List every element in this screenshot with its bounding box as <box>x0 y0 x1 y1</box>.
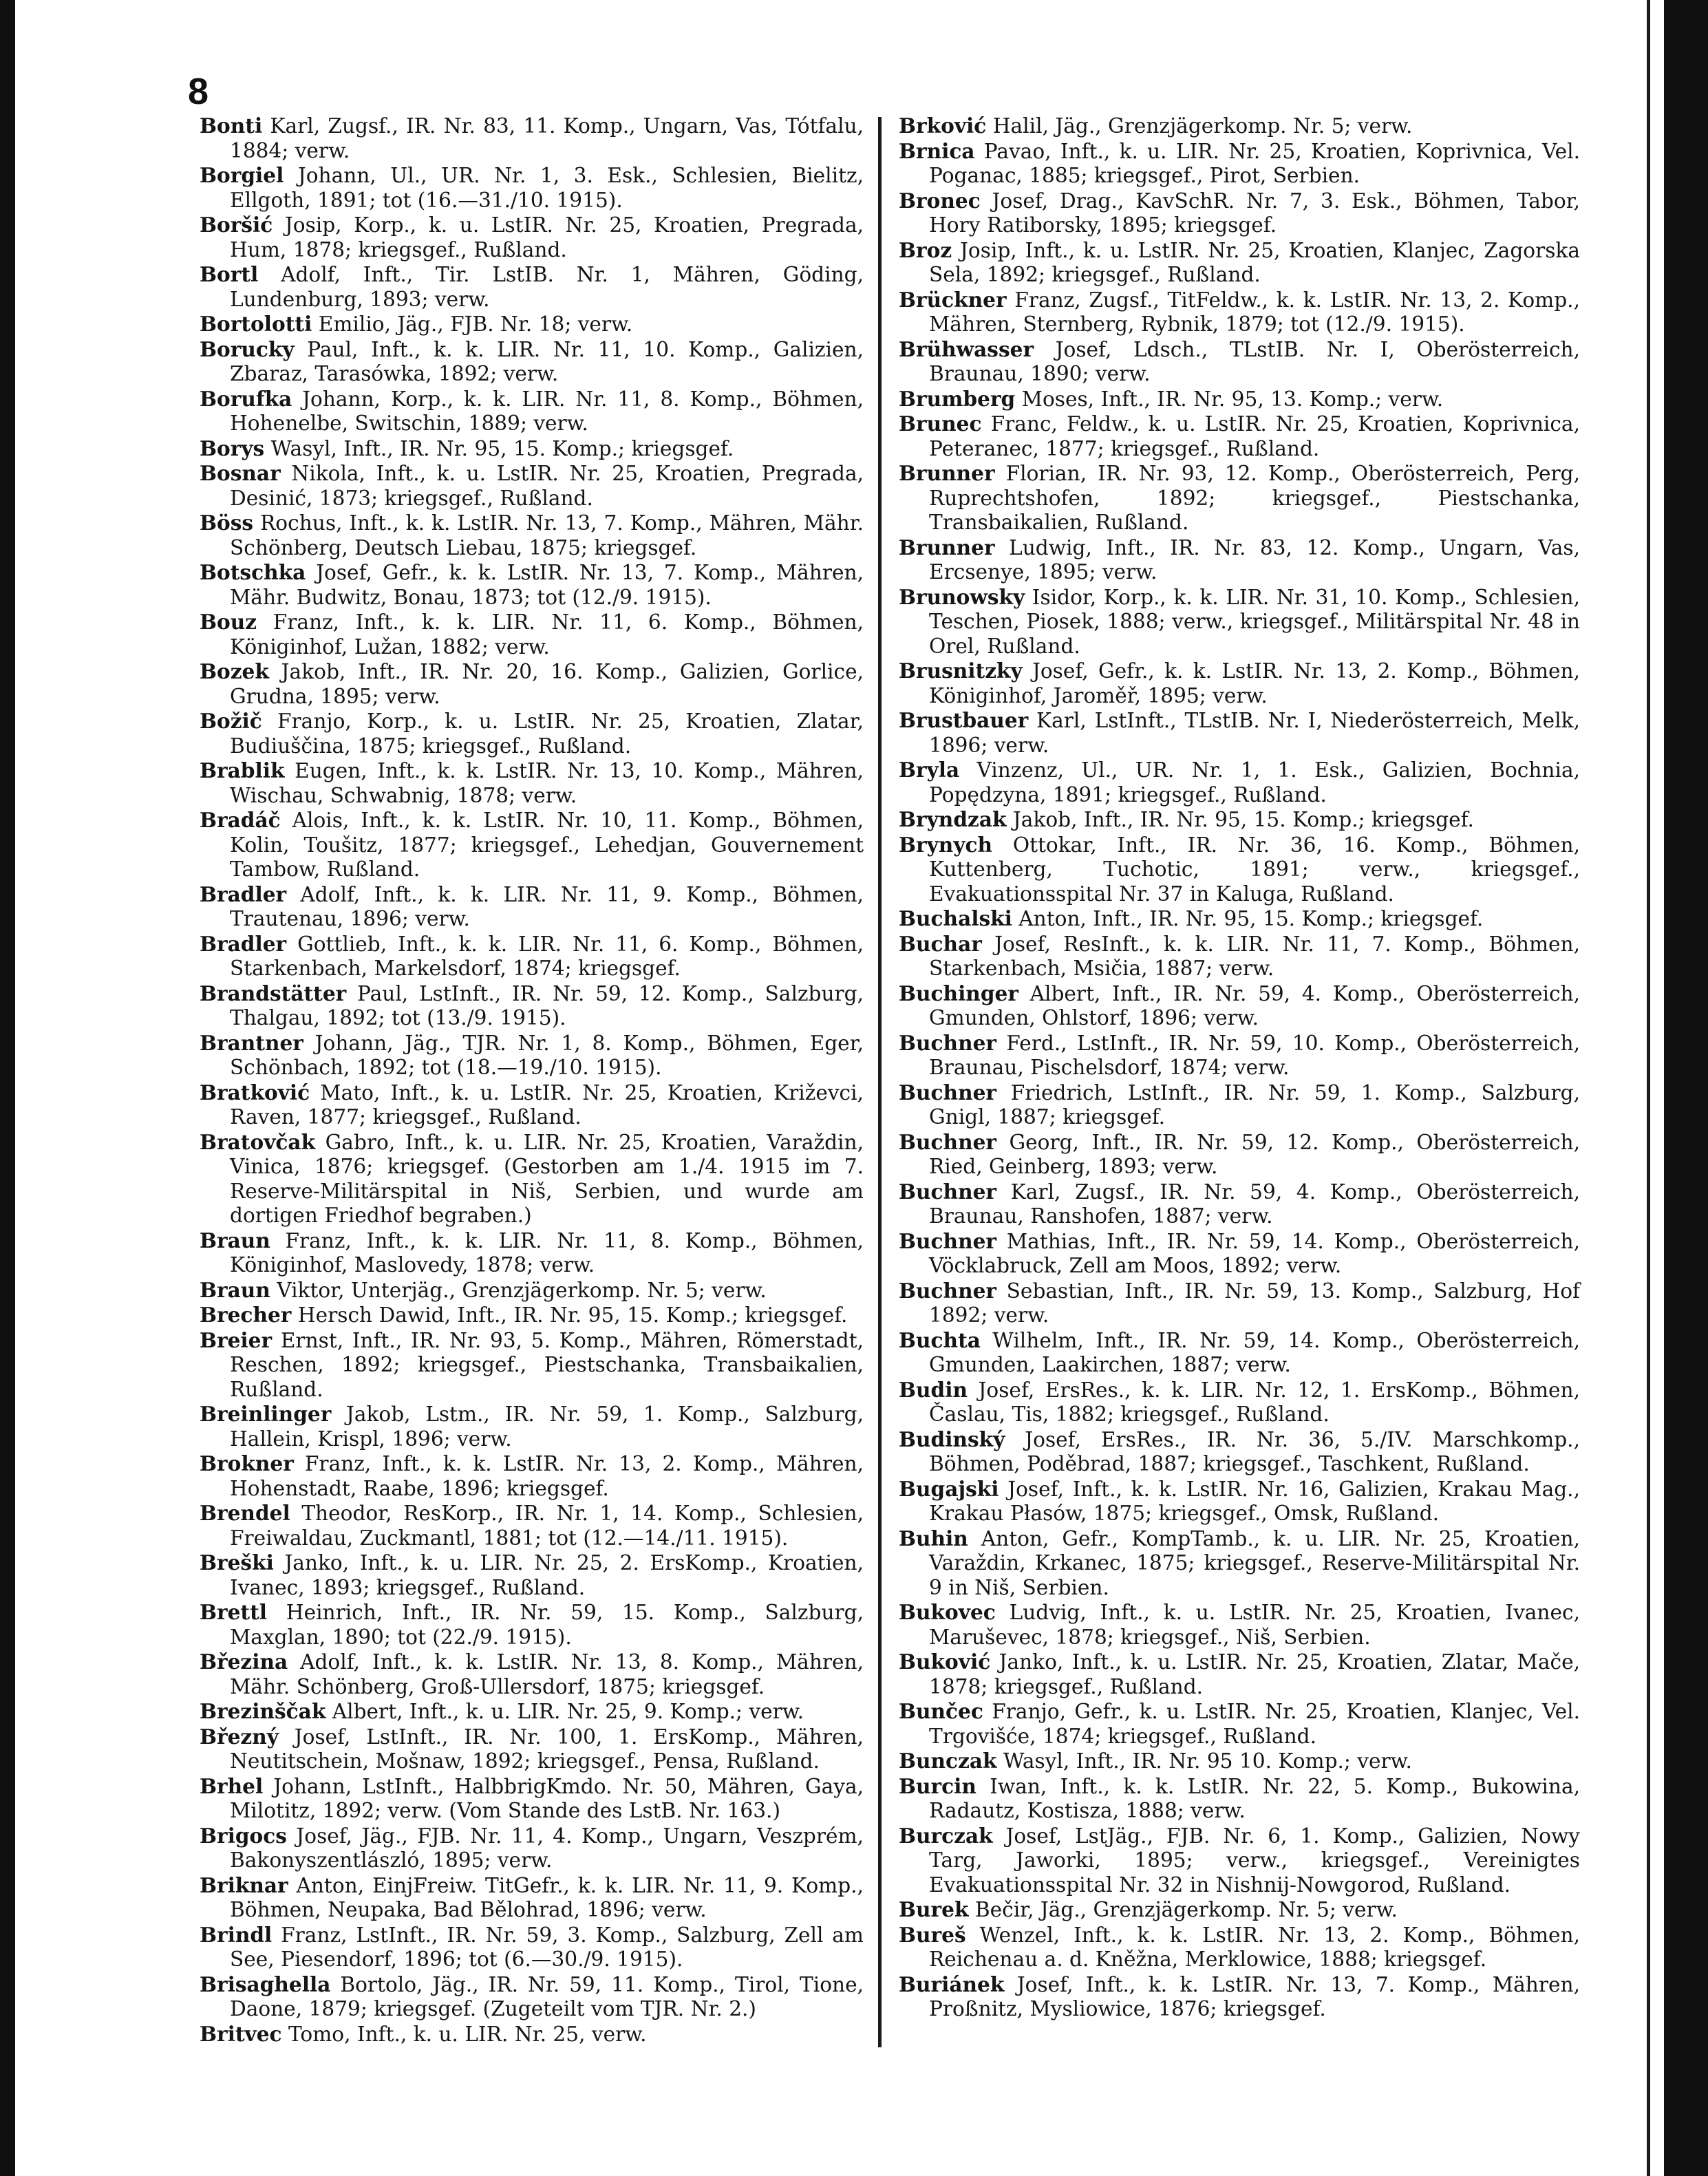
entry-details: Johann, LstInft., HalbbrigKmdo. Nr. 50, Mähren, Gaya, Milotitz, 1892; verw. (Vom Stande des LstB. Nr. 163.) <box>230 1774 864 1822</box>
entry-surname: Boršić <box>200 213 273 237</box>
entry-surname: Budin <box>899 1377 968 1402</box>
list-entry <box>899 807 1580 833</box>
entry-surname: Bratković <box>200 1080 310 1105</box>
entry-details: Josip, Inft., k. u. LstIR. Nr. 25, Kroatien, Klanjec, Zagorska Sela, 1892; kriegsgef., Rußland. <box>929 238 1580 286</box>
list-entry <box>899 659 1580 708</box>
entry-details: Tomo, Inft., k. u. LIR. Nr. 25, verw. <box>281 2022 647 2046</box>
entry-details: Anton, EinjFreiw. TitGefr., k. k. LIR. Nr. 11, 9. Komp., Böhmen, Neupaka, Bad Bělohrad, 1896; verw. <box>230 1873 864 1921</box>
list-entry <box>899 1699 1580 1749</box>
list-entry <box>200 1550 864 1600</box>
entry-details: Ferd., LstInft., IR. Nr. 59, 10. Komp., Oberösterreich, Braunau, Pischelsdorf, 1874; verw. <box>929 1031 1580 1079</box>
entry-details: Karl, LstInft., TLstIB. Nr. I, Niederösterreich, Melk, 1896; verw. <box>929 709 1580 757</box>
entry-surname: Brablik <box>200 758 285 782</box>
list-entry <box>200 1873 864 1923</box>
entry-surname: Brunner <box>899 535 995 559</box>
entry-details: Wasyl, Inft., IR. Nr. 95 10. Komp.; verw. <box>996 1749 1412 1773</box>
entry-surname: Burek <box>899 1897 969 1921</box>
entry-surname: Buchner <box>899 1278 997 1303</box>
entry-details: Albert, Inft., k. u. LIR. Nr. 25, 9. Komp.; verw. <box>325 1700 804 1723</box>
entry-details: Karl, Zugsf., IR. Nr. 59, 4. Komp., Oberösterreich, Braunau, Ranshofen, 1887; verw. <box>929 1180 1580 1228</box>
entry-details: Gabro, Inft., k. u. LIR. Nr. 25, Kroatien, Varaždin, Vinica, 1876; kriegsgef. (Gestorben am 1./4. 1915 im 7. Reserve-Militärspital in Niš, Serbien, und wurde am dortigen Friedhof begraben.) <box>230 1130 864 1227</box>
list-entry <box>200 1600 864 1650</box>
entry-surname: Brecher <box>200 1303 292 1327</box>
entry-surname: Bratovčak <box>200 1129 316 1154</box>
entry-surname: Brisaghella <box>200 1972 331 1996</box>
entry-details: Georg, Inft., IR. Nr. 59, 12. Komp., Oberösterreich, Ried, Geinberg, 1893; verw. <box>929 1130 1580 1178</box>
list-entry <box>899 1824 1580 1898</box>
entry-surname: Britvec <box>200 2021 282 2046</box>
list-entry <box>200 337 864 387</box>
list-entry <box>899 906 1580 932</box>
entry-surname: Borys <box>200 436 265 460</box>
list-entry <box>200 1080 864 1130</box>
entry-surname: Buchner <box>899 1129 997 1154</box>
entry-details: Florian, IR. Nr. 93, 12. Komp., Oberösterreich, Perg, Ruprechtshofen, 1892; kriegsgef., Piestschanka, Transbaikalien, Rußland. <box>929 462 1580 534</box>
list-entry <box>899 585 1580 659</box>
entry-details: Emilio, Jäg., FJB. Nr. 18; verw. <box>312 312 633 336</box>
entry-details: Adolf, Inft., Tir. LstIB. Nr. 1, Mähren, Göding, Lundenburg, 1893; verw. <box>230 263 864 311</box>
list-entry <box>200 560 864 610</box>
list-entry <box>899 288 1580 337</box>
list-entry <box>200 1451 864 1501</box>
scan-border-left <box>0 0 15 2176</box>
list-entry <box>899 1180 1580 1229</box>
entry-details: Josef, ErsRes., k. k. LIR. Nr. 12, 1. ErsKomp., Böhmen, Časlau, Tis, 1882; kriegsgef., Rußland. <box>929 1378 1580 1426</box>
entry-details: Anton, Gefr., KompTamb., k. u. LIR. Nr. 25, Kroatien, Varaždin, Krkanec, 1875; kriegsgef., Reserve-Militärspital Nr. 9 in Niš, Serbien. <box>929 1526 1580 1599</box>
entry-surname: Braun <box>200 1228 270 1252</box>
entry-surname: Brantner <box>200 1030 303 1055</box>
entry-details: Mato, Inft., k. u. LstIR. Nr. 25, Kroatien, Križevci, Raven, 1877; kriegsgef., Rußland. <box>230 1080 864 1129</box>
entry-surname: Bortolotti <box>200 312 312 336</box>
entry-surname: Borgiel <box>200 163 284 187</box>
list-entry <box>899 1477 1580 1526</box>
column-left <box>200 114 864 2047</box>
entry-details: Karl, Zugsf., IR. Nr. 83, 11. Komp., Ungarn, Vas, Tótfalu, 1884; verw. <box>230 114 864 162</box>
entry-surname: Bradler <box>200 882 287 906</box>
entry-details: Wenzel, Inft., k. k. LstIR. Nr. 13, 2. Komp., Böhmen, Reichenau a. d. Kněžna, Merklowice, 1888; kriegsgef. <box>929 1923 1580 1971</box>
entry-details: Wilhelm, Inft., IR. Nr. 59, 14. Komp., Oberösterreich, Gmunden, Laakirchen, 1887; verw. <box>929 1328 1580 1376</box>
list-entry <box>200 709 864 758</box>
entry-surname: Bugajski <box>899 1476 999 1501</box>
entry-details: Adolf, Inft., k. k. LstIR. Nr. 13, 8. Komp., Mähren, Mähr. Schönberg, Groß-Ullersdorf, 1875; kriegsgef. <box>230 1650 864 1698</box>
entry-surname: Buchar <box>899 931 982 956</box>
entry-surname: Brindl <box>200 1922 273 1947</box>
list-entry <box>899 1600 1580 1650</box>
entry-surname: Bouz <box>200 610 257 634</box>
entry-details: Josef, LstJäg., FJB. Nr. 6, 1. Komp., Galizien, Nowy Targ, Jaworki, 1895; verw., kriegsgef., Vereinigtes Evakuationsspital Nr. 32 in Nishnij-Nowgorod, Rußland. <box>929 1824 1580 1897</box>
list-entry <box>200 312 864 337</box>
list-entry <box>899 1328 1580 1378</box>
entry-details: Viktor, Unterjäg., Grenzjägerkomp. Nr. 5; verw. <box>270 1278 767 1302</box>
list-entry <box>899 932 1580 981</box>
entry-details: Ottokar, Inft., IR. Nr. 36, 16. Komp., Böhmen, Kuttenberg, Tuchotic, 1891; verw., kriegsgef., Evakuationsspital Nr. 37 in Kaluga, Rußland. <box>929 833 1580 906</box>
list-entry <box>200 1923 864 1972</box>
entry-details: Josef, Gefr., k. k. LstIR. Nr. 13, 7. Komp., Mähren, Mähr. Budwitz, Bonau, 1873; tot (12./9. 1915). <box>230 561 864 609</box>
entry-surname: Burczak <box>899 1823 993 1848</box>
list-entry <box>899 1378 1580 1427</box>
list-entry <box>899 337 1580 387</box>
entry-surname: Bunczak <box>899 1749 997 1773</box>
entry-details: Adolf, Inft., k. k. LIR. Nr. 11, 9. Komp., Böhmen, Trautenau, 1896; verw. <box>230 882 864 930</box>
scan-border-right <box>1664 0 1708 2176</box>
entry-details: Josef, Inft., k. k. LstIR. Nr. 16, Galizien, Krakau Mag., Krakau Płasów, 1875; kriegsgef., Omsk, Rußland. <box>929 1477 1580 1525</box>
list-entry <box>200 1130 864 1228</box>
list-entry <box>899 412 1580 461</box>
column-divider <box>878 117 882 2047</box>
entry-surname: Buković <box>899 1650 991 1674</box>
entry-surname: Bryla <box>899 758 960 782</box>
entry-surname: Brandstätter <box>200 981 347 1005</box>
list-entry <box>200 511 864 560</box>
list-entry <box>200 262 864 312</box>
list-entry <box>200 1278 864 1303</box>
list-entry <box>899 238 1580 288</box>
entry-surname: Brunner <box>899 461 995 485</box>
entry-details: Eugen, Inft., k. k. LstIR. Nr. 13, 10. Komp., Mähren, Wischau, Schwabnig, 1878; verw. <box>230 759 864 807</box>
entry-details: Isidor, Korp., k. k. LIR. Nr. 31, 10. Komp., Schlesien, Teschen, Piosek, 1888; verw., kriegsgef., Militärspital Nr. 48 in Orel, Rußland. <box>929 585 1580 658</box>
list-entry <box>899 708 1580 758</box>
entry-surname: Buchner <box>899 1030 997 1055</box>
entry-details: Paul, LstInft., IR. Nr. 59, 12. Komp., Salzburg, Thalgau, 1892; tot (13./9. 1915). <box>230 981 864 1030</box>
entry-details: Heinrich, Inft., IR. Nr. 59, 15. Komp., Salzburg, Maxglan, 1890; tot (22./9. 1915). <box>230 1601 864 1649</box>
entry-details: Jakob, Inft., IR. Nr. 20, 16. Komp., Galizien, Gorlice, Grudna, 1895; verw. <box>230 660 864 708</box>
entry-details: Mathias, Inft., IR. Nr. 59, 14. Komp., Oberösterreich, Vöcklabruck, Zell am Moos, 1892; verw. <box>929 1229 1580 1277</box>
entry-surname: Brückner <box>899 287 1007 312</box>
entry-surname: Brezinščak <box>200 1699 326 1723</box>
entry-surname: Buchner <box>899 1080 997 1105</box>
entry-details: Anton, Inft., IR. Nr. 95, 15. Komp.; kriegsgef. <box>1012 907 1484 930</box>
entry-details: Franz, Zugsf., TitFeldw., k. k. LstIR. Nr. 13, 2. Komp., Mähren, Sternberg, Rybnik, 1879; tot (12./9. 1915). <box>929 288 1580 336</box>
entry-surname: Bureš <box>899 1922 966 1947</box>
entry-details: Paul, Inft., k. k. LIR. Nr. 11, 10. Komp., Galizien, Zbaraz, Tarasówka, 1892; verw. <box>230 337 864 385</box>
page-edge-line <box>1647 0 1650 2176</box>
list-entry <box>200 461 864 511</box>
entry-details: Janko, Inft., k. u. LstIR. Nr. 25, Kroatien, Zlatar, Mače, 1878; kriegsgef., Rußland. <box>929 1650 1580 1698</box>
entry-surname: Brunec <box>899 412 982 436</box>
list-entry <box>899 1031 1580 1080</box>
entry-details: Josef, ErsRes., IR. Nr. 36, 5./IV. Marschkomp., Böhmen, Poděbrad, 1887; kriegsgef., Taschkent, Rußland. <box>929 1427 1580 1475</box>
list-entry <box>899 387 1580 412</box>
entry-surname: Borucky <box>200 337 295 361</box>
entry-details: Nikola, Inft., k. u. LstIR. Nr. 25, Kroatien, Pregrada, Desinić, 1873; kriegsgef., Rußland. <box>230 462 864 510</box>
entry-surname: Braun <box>200 1277 270 1302</box>
list-entry <box>200 1402 864 1451</box>
entry-surname: Broz <box>899 237 952 262</box>
list-entry <box>200 932 864 981</box>
list-entry <box>200 1031 864 1080</box>
entry-surname: Brhel <box>200 1773 264 1798</box>
list-entry <box>899 1229 1580 1279</box>
entry-details: Josef, LstInft., IR. Nr. 100, 1. ErsKomp., Mähren, Neutitschein, Mošnaw, 1892; kriegsgef., Pensa, Rußland. <box>230 1725 864 1773</box>
entry-surname: Bonti <box>200 114 263 138</box>
entry-details: Halil, Jäg., Grenzjägerkomp. Nr. 5; verw. <box>986 114 1413 138</box>
list-entry <box>200 387 864 436</box>
entry-surname: Buriánek <box>899 1972 1005 1996</box>
entry-surname: Bosnar <box>200 461 281 485</box>
entry-details: Franz, LstInft., IR. Nr. 59, 3. Komp., Salzburg, Zell am See, Piesendorf, 1896; tot (6.—30./9. 1915). <box>230 1923 864 1971</box>
page-number: 8 <box>188 71 209 112</box>
entry-surname: Brendel <box>200 1501 290 1525</box>
entry-surname: Breinlinger <box>200 1402 332 1426</box>
entry-surname: Buhin <box>899 1526 968 1550</box>
entry-surname: Brynych <box>899 832 993 857</box>
entry-details: Jakob, Inft., IR. Nr. 95, 15. Komp.; kriegsgef. <box>1006 808 1474 831</box>
entry-details: Franz, Inft., k. k. LIR. Nr. 11, 6. Komp., Böhmen, Königinhof, Lužan, 1882; verw. <box>230 610 864 659</box>
list-entry <box>200 213 864 262</box>
list-entry <box>899 461 1580 535</box>
list-entry <box>899 981 1580 1031</box>
list-entry <box>899 1650 1580 1699</box>
entry-details: Johann, Korp., k. k. LIR. Nr. 11, 8. Komp., Böhmen, Hohenelbe, Switschin, 1889; verw. <box>230 387 864 435</box>
list-entry <box>899 535 1580 585</box>
entry-surname: Brusnitzky <box>899 659 1023 683</box>
list-entry <box>899 1130 1580 1180</box>
entry-details: Vinzenz, Ul., UR. Nr. 1, 1. Esk., Galizien, Bochnia, Popędzyna, 1891; kriegsgef., Rußland. <box>929 758 1580 807</box>
entry-surname: Breier <box>200 1327 273 1352</box>
entry-surname: Budinský <box>899 1427 1005 1451</box>
entry-surname: Borufka <box>200 386 292 411</box>
column-right <box>899 114 1580 2022</box>
entry-surname: Breški <box>200 1550 274 1575</box>
list-entry <box>200 1699 864 1725</box>
entry-surname: Bradler <box>200 931 287 956</box>
entry-details: Pavao, Inft., k. u. LIR. Nr. 25, Kroatien, Koprivnica, Vel. Poganac, 1885; kriegsgef., Pirot, Serbien. <box>929 139 1580 187</box>
entry-details: Josip, Korp., k. u. LstIR. Nr. 25, Kroatien, Pregrada, Hum, 1878; kriegsgef., Rußland. <box>230 213 864 262</box>
entry-surname: Bunčec <box>899 1699 983 1723</box>
list-entry <box>899 1774 1580 1824</box>
entry-surname: Bronec <box>899 188 981 213</box>
entry-details: Bortolo, Jäg., IR. Nr. 59, 11. Komp., Tirol, Tione, Daone, 1879; kriegsgef. (Zugeteilt vom TJR. Nr. 2.) <box>230 1972 864 2020</box>
entry-details: Albert, Inft., IR. Nr. 59, 4. Komp., Oberösterreich, Gmunden, Ohlstorf, 1896; verw. <box>929 981 1580 1030</box>
entry-surname: Brigocs <box>200 1823 287 1848</box>
list-entry <box>899 1923 1580 1972</box>
list-entry <box>200 1650 864 1699</box>
entry-surname: Brokner <box>200 1451 294 1475</box>
list-entry <box>200 114 864 163</box>
entry-details: Franz, Inft., k. k. LstIR. Nr. 13, 2. Komp., Mähren, Hohenstadt, Raabe, 1896; kriegsgef. <box>230 1452 864 1500</box>
list-entry <box>899 1897 1580 1923</box>
entry-surname: Bortl <box>200 262 259 286</box>
entry-surname: Březina <box>200 1650 288 1674</box>
entry-surname: Buchner <box>899 1228 997 1253</box>
entry-details: Franc, Feldw., k. u. LstIR. Nr. 25, Kroatien, Koprivnica, Peteranec, 1877; kriegsgef., Rußland. <box>929 412 1580 460</box>
entry-details: Franz, Inft., k. k. LIR. Nr. 11, 8. Komp., Böhmen, Königinhof, Maslovedy, 1878; verw. <box>230 1228 864 1277</box>
entry-surname: Buchner <box>899 1179 997 1204</box>
entry-surname: Brettl <box>200 1600 268 1624</box>
list-entry <box>899 1427 1580 1477</box>
list-entry <box>200 808 864 882</box>
list-entry <box>200 1228 864 1278</box>
list-entry <box>899 189 1580 238</box>
entry-surname: Bradáč <box>200 808 281 832</box>
entry-details: Ludvig, Inft., k. u. LstIR. Nr. 25, Kroatien, Ivanec, Maruševec, 1878; kriegsgef., Niš, Serbien. <box>929 1601 1580 1649</box>
entry-surname: Brunowsky <box>899 584 1025 609</box>
entry-details: Josef, ResInft., k. k. LIR. Nr. 11, 7. Komp., Böhmen, Starkenbach, Msičia, 1887; verw. <box>929 932 1580 980</box>
entry-surname: Božič <box>200 709 262 733</box>
list-entry <box>200 1774 864 1824</box>
entry-details: Friedrich, LstInft., IR. Nr. 59, 1. Komp., Salzburg, Gnigl, 1887; kriegsgef. <box>929 1080 1580 1129</box>
entry-details: Bečir, Jäg., Grenzjägerkomp. Nr. 5; verw. <box>968 1898 1398 1921</box>
entry-surname: Brühwasser <box>899 337 1034 361</box>
list-entry <box>200 882 864 932</box>
list-entry <box>899 1749 1580 1774</box>
entry-surname: Buchinger <box>899 981 1018 1005</box>
entry-surname: Brustbauer <box>899 708 1029 732</box>
entry-details: Josef, Drag., KavSchR. Nr. 7, 3. Esk., Böhmen, Tabor, Hory Ratiborsky, 1895; kriegsgef. <box>929 189 1580 237</box>
entry-surname: Bozek <box>200 659 269 683</box>
list-entry <box>200 1972 864 2022</box>
list-entry <box>200 1328 864 1402</box>
list-entry <box>200 659 864 709</box>
entry-details: Janko, Inft., k. u. LIR. Nr. 25, 2. ErsKomp., Kroatien, Ivanec, 1893; kriegsgef., Rußland. <box>230 1551 864 1599</box>
entry-details: Iwan, Inft., k. k. LstIR. Nr. 22, 5. Komp., Bukowina, Radautz, Kostisza, 1888; verw. <box>929 1774 1580 1822</box>
list-entry <box>899 114 1580 139</box>
entry-details: Johann, Jäg., TJR. Nr. 1, 8. Komp., Böhmen, Eger, Schönbach, 1892; tot (18.—19./10. 1915). <box>230 1031 864 1079</box>
entry-surname: Brković <box>899 114 987 138</box>
entry-details: Wasyl, Inft., IR. Nr. 95, 15. Komp.; kriegsgef. <box>264 436 734 460</box>
list-entry <box>200 1824 864 1873</box>
entry-details: Josef, Ldsch., TLstIB. Nr. I, Oberösterreich, Braunau, 1890; verw. <box>929 337 1580 385</box>
entry-details: Johann, Ul., UR. Nr. 1, 3. Esk., Schlesien, Bielitz, Ellgoth, 1891; tot (16.—31./10. 1915). <box>230 164 864 212</box>
list-entry <box>200 981 864 1031</box>
entry-details: Ludwig, Inft., IR. Nr. 83, 12. Komp., Ungarn, Vas, Ercsenye, 1895; verw. <box>929 535 1580 584</box>
entry-details: Josef, Jäg., FJB. Nr. 11, 4. Komp., Ungarn, Veszprém, Bakonyszentlászló, 1895; verw. <box>230 1824 864 1872</box>
list-entry <box>899 1080 1580 1130</box>
list-entry <box>200 1725 864 1774</box>
entry-details: Moses, Inft., IR. Nr. 95, 13. Komp.; verw. <box>1015 387 1444 411</box>
entry-surname: Březný <box>200 1724 279 1749</box>
entry-surname: Briknar <box>200 1873 288 1897</box>
entry-details: Theodor, ResKorp., IR. Nr. 1, 14. Komp., Schlesien, Freiwaldau, Zuckmantl, 1881; tot (12.—14./11. 1915). <box>230 1502 864 1550</box>
entry-surname: Brumberg <box>899 386 1016 411</box>
entry-details: Franjo, Gefr., k. u. LstIR. Nr. 25, Kroatien, Klanjec, Vel. Trgovišće, 1874; kriegsgef., Rußland. <box>929 1700 1580 1748</box>
entry-surname: Botschka <box>200 560 306 584</box>
list-entry <box>899 1972 1580 2022</box>
entry-details: Josef, Gefr., k. k. LstIR. Nr. 13, 2. Komp., Böhmen, Königinhof, Jaroměř, 1895; verw. <box>929 659 1580 707</box>
entry-details: Ernst, Inft., IR. Nr. 93, 5. Komp., Mähren, Römerstadt, Reschen, 1892; kriegsgef., Piestschanka, Transbaikalien, Rußland. <box>230 1328 864 1401</box>
list-entry <box>899 139 1580 189</box>
entry-details: Jakob, Lstm., IR. Nr. 59, 1. Komp., Salzburg, Hallein, Krispl, 1896; verw. <box>230 1402 864 1451</box>
list-entry <box>200 163 864 213</box>
entry-details: Hersch Dawid, Inft., IR. Nr. 95, 15. Komp.; kriegsgef. <box>291 1303 848 1327</box>
list-entry <box>200 2022 864 2047</box>
entry-surname: Böss <box>200 511 254 535</box>
entry-details: Rochus, Inft., k. k. LstIR. Nr. 13, 7. Komp., Mähren, Mähr. Schönberg, Deutsch Liebau, 1875; kriegsgef. <box>230 511 864 559</box>
entry-details: Alois, Inft., k. k. LstIR. Nr. 10, 11. Komp., Böhmen, Kolin, Toušitz, 1877; kriegsgef., Lehedjan, Gouvernement Tambow, Rußland. <box>230 809 864 881</box>
entry-surname: Burcin <box>899 1773 976 1798</box>
entry-surname: Bukovec <box>899 1600 996 1624</box>
list-entry <box>200 758 864 808</box>
list-entry <box>899 833 1580 907</box>
entry-surname: Buchalski <box>899 906 1012 930</box>
list-entry <box>200 436 864 462</box>
list-entry <box>200 1501 864 1550</box>
entry-details: Franjo, Korp., k. u. LstIR. Nr. 25, Kroatien, Zlatar, Budiuščina, 1875; kriegsgef., Rußland. <box>230 710 864 758</box>
list-entry <box>899 1526 1580 1601</box>
entry-details: Gottlieb, Inft., k. k. LIR. Nr. 11, 6. Komp., Böhmen, Starkenbach, Markelsdorf, 1874; kriegsgef. <box>230 932 864 980</box>
entry-details: Sebastian, Inft., IR. Nr. 59, 13. Komp., Salzburg, Hof 1892; verw. <box>929 1279 1580 1327</box>
list-entry <box>200 610 864 659</box>
entry-surname: Buchta <box>899 1327 981 1352</box>
list-entry <box>200 1303 864 1328</box>
list-entry <box>899 758 1580 807</box>
entry-surname: Brnica <box>899 138 975 163</box>
entry-surname: Bryndzak <box>899 807 1007 831</box>
list-entry <box>899 1279 1580 1328</box>
entry-details: Josef, Inft., k. k. LstIR. Nr. 13, 7. Komp., Mähren, Proßnitz, Mysliowice, 1876; kriegsgef. <box>929 1972 1580 2020</box>
